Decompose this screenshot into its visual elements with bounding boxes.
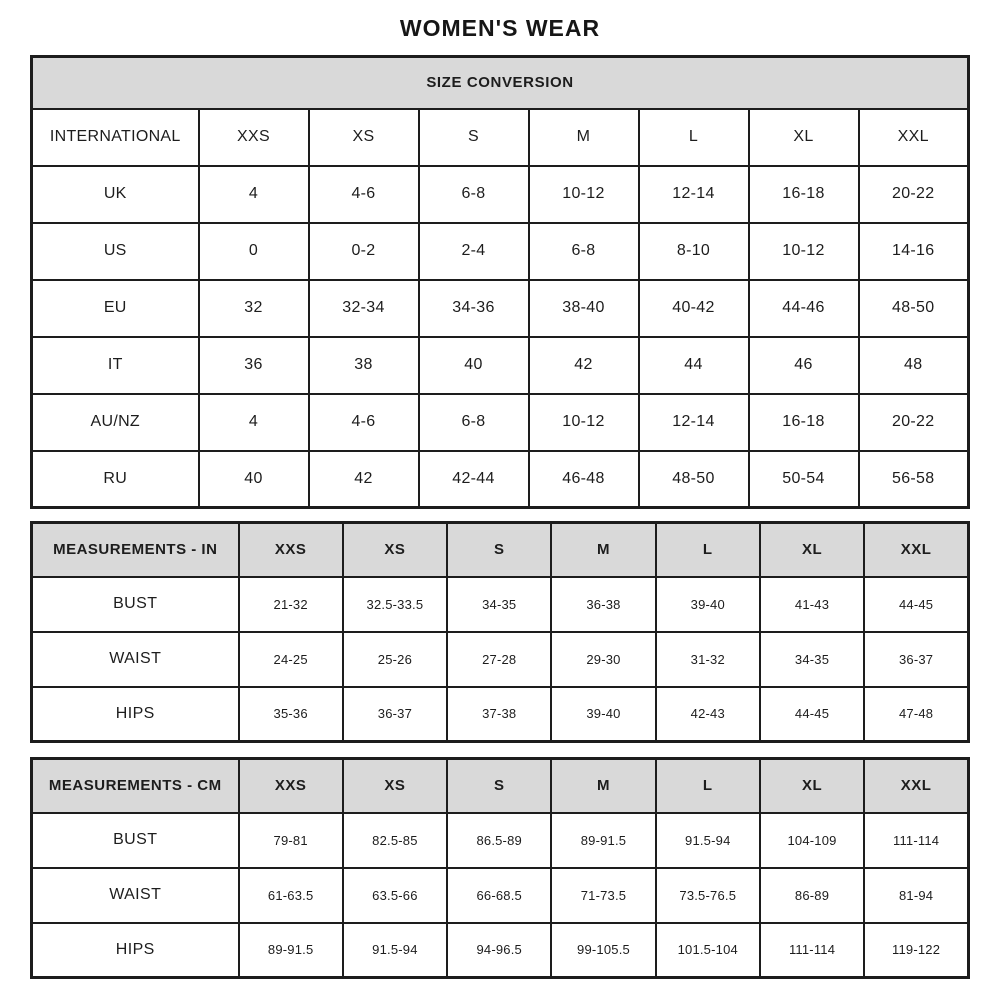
table-cell: 42 bbox=[309, 451, 419, 508]
table-cell: 89-91.5 bbox=[551, 813, 655, 868]
table-cell: 42-43 bbox=[656, 687, 760, 742]
table-cell: 32-34 bbox=[309, 280, 419, 337]
measurements-cm-title: MEASUREMENTS - CM bbox=[32, 759, 239, 813]
table-cell: 86-89 bbox=[760, 868, 864, 923]
table-cell: 91.5-94 bbox=[343, 923, 447, 978]
row-label-eu: EU bbox=[32, 280, 199, 337]
column-header-xxl: XXL bbox=[859, 109, 969, 166]
table-gap bbox=[30, 743, 970, 757]
size-header-l: L bbox=[656, 523, 760, 577]
column-header-m: M bbox=[529, 109, 639, 166]
table-cell: 50-54 bbox=[749, 451, 859, 508]
table-cell: 12-14 bbox=[639, 394, 749, 451]
table-cell: 44-46 bbox=[749, 280, 859, 337]
table-row-hips-cm bbox=[32, 923, 969, 978]
size-conversion-header-row bbox=[32, 57, 969, 109]
measurements-cm-header-row bbox=[32, 759, 969, 813]
page-title: WOMEN'S WEAR bbox=[399, 15, 601, 41]
table-cell: 38-40 bbox=[529, 280, 639, 337]
table-cell: 6-8 bbox=[529, 223, 639, 280]
table-cell: 46 bbox=[749, 337, 859, 394]
table-row-ru bbox=[32, 451, 969, 508]
table-cell: 31-32 bbox=[656, 632, 760, 687]
table-row-uk bbox=[32, 166, 969, 223]
column-header-xs: XS bbox=[309, 109, 419, 166]
table-cell: 10-12 bbox=[529, 166, 639, 223]
table-row-waist-in bbox=[32, 632, 969, 687]
size-conversion-table bbox=[30, 55, 970, 509]
row-label-uk: UK bbox=[32, 166, 199, 223]
table-cell: 34-36 bbox=[419, 280, 529, 337]
size-conversion-column-headers bbox=[32, 109, 969, 166]
measurements-in-header-row bbox=[32, 523, 969, 577]
table-cell: 6-8 bbox=[419, 394, 529, 451]
table-cell: 119-122 bbox=[864, 923, 968, 978]
measurements-cm-table bbox=[30, 757, 970, 979]
measurements-in-table bbox=[30, 521, 970, 743]
table-cell: 79-81 bbox=[239, 813, 343, 868]
table-cell: 24-25 bbox=[239, 632, 343, 687]
table-cell: 111-114 bbox=[864, 813, 968, 868]
table-cell: 32 bbox=[199, 280, 309, 337]
table-cell: 36-38 bbox=[551, 577, 655, 632]
table-cell: 4 bbox=[199, 394, 309, 451]
table-cell: 86.5-89 bbox=[447, 813, 551, 868]
table-cell: 21-32 bbox=[239, 577, 343, 632]
size-header-xl: XL bbox=[760, 759, 864, 813]
size-header-xxl: XXL bbox=[864, 523, 968, 577]
table-cell: 99-105.5 bbox=[551, 923, 655, 978]
column-header-xxs: XXS bbox=[199, 109, 309, 166]
table-cell: 10-12 bbox=[749, 223, 859, 280]
size-header-m: M bbox=[551, 759, 655, 813]
table-cell: 63.5-66 bbox=[343, 868, 447, 923]
size-header-xs: XS bbox=[343, 759, 447, 813]
table-cell: 42-44 bbox=[419, 451, 529, 508]
table-cell: 4 bbox=[199, 166, 309, 223]
table-cell: 12-14 bbox=[639, 166, 749, 223]
table-cell: 46-48 bbox=[529, 451, 639, 508]
table-cell: 111-114 bbox=[760, 923, 864, 978]
table-cell: 0-2 bbox=[309, 223, 419, 280]
table-cell: 44-45 bbox=[760, 687, 864, 742]
table-cell: 0 bbox=[199, 223, 309, 280]
table-cell: 32.5-33.5 bbox=[343, 577, 447, 632]
size-header-xxs: XXS bbox=[239, 759, 343, 813]
table-cell: 8-10 bbox=[639, 223, 749, 280]
table-cell: 104-109 bbox=[760, 813, 864, 868]
size-header-l: L bbox=[656, 759, 760, 813]
size-header-s: S bbox=[447, 523, 551, 577]
size-header-s: S bbox=[447, 759, 551, 813]
table-cell: 40-42 bbox=[639, 280, 749, 337]
column-header-s: S bbox=[419, 109, 529, 166]
row-label-hips: HIPS bbox=[32, 687, 239, 742]
table-cell: 4-6 bbox=[309, 394, 419, 451]
table-cell: 10-12 bbox=[529, 394, 639, 451]
column-header-international: INTERNATIONAL bbox=[32, 109, 199, 166]
row-label-it: IT bbox=[32, 337, 199, 394]
row-label-waist: WAIST bbox=[32, 632, 239, 687]
size-header-xxl: XXL bbox=[864, 759, 968, 813]
table-cell: 44-45 bbox=[864, 577, 968, 632]
table-cell: 61-63.5 bbox=[239, 868, 343, 923]
table-gap bbox=[30, 509, 970, 521]
table-cell: 16-18 bbox=[749, 394, 859, 451]
size-header-xxs: XXS bbox=[239, 523, 343, 577]
size-header-m: M bbox=[551, 523, 655, 577]
table-row-hips-in bbox=[32, 687, 969, 742]
table-cell: 14-16 bbox=[859, 223, 969, 280]
measurements-in-title: MEASUREMENTS - IN bbox=[32, 523, 239, 577]
table-row-aunz bbox=[32, 394, 969, 451]
table-cell: 25-26 bbox=[343, 632, 447, 687]
table-cell: 94-96.5 bbox=[447, 923, 551, 978]
table-row-waist-cm bbox=[32, 868, 969, 923]
row-label-bust: BUST bbox=[32, 813, 239, 868]
table-cell: 38 bbox=[309, 337, 419, 394]
table-cell: 37-38 bbox=[447, 687, 551, 742]
row-label-aunz: AU/NZ bbox=[32, 394, 199, 451]
row-label-bust: BUST bbox=[32, 577, 239, 632]
row-label-ru: RU bbox=[32, 451, 199, 508]
table-cell: 66-68.5 bbox=[447, 868, 551, 923]
table-cell: 81-94 bbox=[864, 868, 968, 923]
table-row-bust-cm bbox=[32, 813, 969, 868]
table-cell: 40 bbox=[199, 451, 309, 508]
table-cell: 89-91.5 bbox=[239, 923, 343, 978]
table-cell: 42 bbox=[529, 337, 639, 394]
row-label-us: US bbox=[32, 223, 199, 280]
table-cell: 27-28 bbox=[447, 632, 551, 687]
table-cell: 36 bbox=[199, 337, 309, 394]
table-cell: 41-43 bbox=[760, 577, 864, 632]
table-cell: 44 bbox=[639, 337, 749, 394]
table-cell: 20-22 bbox=[859, 394, 969, 451]
table-cell: 36-37 bbox=[864, 632, 968, 687]
size-conversion-title: SIZE CONVERSION bbox=[32, 57, 969, 109]
table-cell: 39-40 bbox=[551, 687, 655, 742]
table-cell: 35-36 bbox=[239, 687, 343, 742]
table-cell: 82.5-85 bbox=[343, 813, 447, 868]
table-cell: 29-30 bbox=[551, 632, 655, 687]
table-cell: 4-6 bbox=[309, 166, 419, 223]
table-row-us bbox=[32, 223, 969, 280]
column-header-xl: XL bbox=[749, 109, 859, 166]
table-row-bust-in bbox=[32, 577, 969, 632]
table-cell: 73.5-76.5 bbox=[656, 868, 760, 923]
size-header-xs: XS bbox=[343, 523, 447, 577]
table-cell: 101.5-104 bbox=[656, 923, 760, 978]
table-cell: 34-35 bbox=[760, 632, 864, 687]
table-row-eu bbox=[32, 280, 969, 337]
table-cell: 56-58 bbox=[859, 451, 969, 508]
table-cell: 71-73.5 bbox=[551, 868, 655, 923]
table-cell: 39-40 bbox=[656, 577, 760, 632]
row-label-hips: HIPS bbox=[32, 923, 239, 978]
table-cell: 91.5-94 bbox=[656, 813, 760, 868]
table-cell: 48-50 bbox=[639, 451, 749, 508]
table-cell: 47-48 bbox=[864, 687, 968, 742]
table-cell: 48-50 bbox=[859, 280, 969, 337]
table-cell: 34-35 bbox=[447, 577, 551, 632]
table-cell: 6-8 bbox=[419, 166, 529, 223]
table-cell: 48 bbox=[859, 337, 969, 394]
table-cell: 40 bbox=[419, 337, 529, 394]
table-cell: 36-37 bbox=[343, 687, 447, 742]
table-row-it bbox=[32, 337, 969, 394]
table-cell: 16-18 bbox=[749, 166, 859, 223]
column-header-l: L bbox=[639, 109, 749, 166]
row-label-waist: WAIST bbox=[32, 868, 239, 923]
table-cell: 2-4 bbox=[419, 223, 529, 280]
size-header-xl: XL bbox=[760, 523, 864, 577]
table-cell: 20-22 bbox=[859, 166, 969, 223]
